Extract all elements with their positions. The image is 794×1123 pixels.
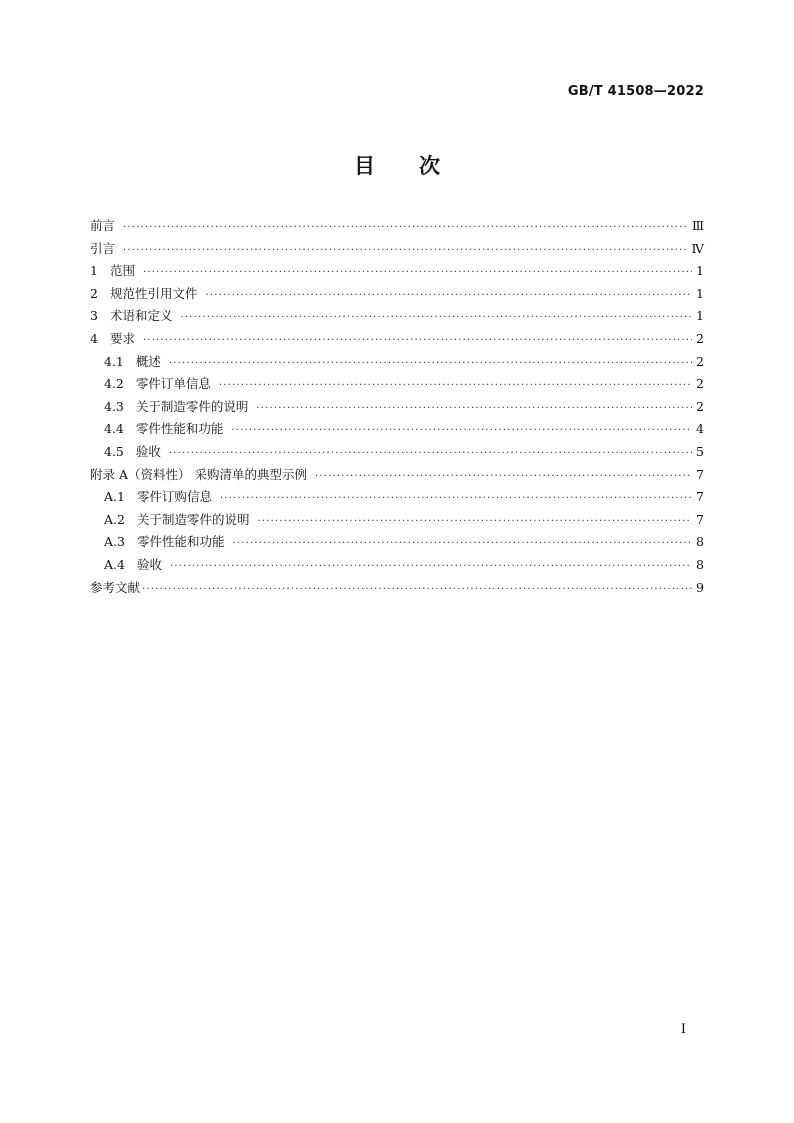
toc-dot-leader	[123, 222, 688, 233]
toc-entry-page: 2	[696, 353, 704, 369]
toc-entry[interactable]	[90, 261, 704, 284]
toc-entry-number: 4.5	[104, 443, 124, 459]
toc-entry-page: Ⅲ	[691, 218, 704, 233]
toc-entry-page: 8	[696, 534, 704, 550]
toc-entry-page: Ⅳ	[691, 240, 704, 256]
toc-list	[90, 216, 704, 600]
toc-entry[interactable]	[90, 397, 704, 420]
toc-dot-leader	[232, 538, 692, 549]
toc-entry-page: 2	[696, 398, 704, 414]
toc-entry-label: 验收	[136, 556, 162, 572]
toc-entry-page: 2	[696, 330, 704, 346]
toc-dot-leader	[170, 561, 692, 572]
toc-entry-label: 零件性能和功能	[135, 421, 224, 437]
toc-entry-page: 8	[696, 556, 704, 572]
toc-entry[interactable]	[90, 510, 704, 533]
toc-entry-page: 7	[696, 489, 704, 505]
toc-entry[interactable]	[90, 329, 704, 352]
toc-entry-number: A.2	[104, 511, 125, 527]
toc-dot-leader	[220, 493, 692, 504]
toc-dot-leader	[169, 448, 692, 459]
toc-entry-label: 验收	[135, 443, 161, 459]
toc-entry-label: 附录 A（资料性） 采购清单的典型示例	[90, 466, 307, 482]
toc-entry-label: 关于制造零件的说明	[136, 511, 250, 527]
toc-entry-number: 3	[90, 308, 98, 324]
toc-entry-page: 7	[696, 511, 704, 527]
toc-dot-leader	[257, 516, 692, 527]
toc-entry-label: 零件订购信息	[136, 489, 212, 505]
toc-entry[interactable]	[90, 532, 704, 555]
toc-entry[interactable]	[90, 239, 704, 262]
toc-entry[interactable]	[90, 216, 704, 239]
toc-entry[interactable]	[90, 306, 704, 329]
toc-entry-label: 关于制造零件的说明	[135, 398, 249, 414]
toc-dot-leader	[315, 471, 692, 482]
toc-entry-number: 2	[90, 285, 98, 301]
toc-entry[interactable]	[90, 487, 704, 510]
toc-entry[interactable]	[90, 419, 704, 442]
toc-entry-number: A.4	[104, 556, 125, 572]
toc-title-part2: 次	[419, 154, 440, 178]
toc-entry-label: 术语和定义	[109, 308, 173, 324]
toc-entry-number: A.1	[104, 489, 125, 505]
toc-entry-number: A.3	[104, 534, 125, 550]
toc-dot-leader	[142, 584, 692, 595]
toc-title-part1: 目	[354, 154, 375, 178]
toc-dot-leader	[180, 312, 692, 323]
toc-dot-leader	[143, 267, 692, 278]
toc-title	[0, 150, 794, 180]
toc-entry-number: 4.1	[104, 353, 124, 369]
toc-entry-page: 1	[696, 285, 704, 301]
toc-entry-page: 1	[696, 263, 704, 279]
toc-dot-leader	[256, 403, 692, 414]
toc-entry[interactable]	[90, 578, 704, 601]
toc-entry-page: 5	[696, 443, 704, 459]
toc-entry-label: 零件订单信息	[135, 376, 211, 392]
toc-dot-leader	[169, 358, 692, 369]
toc-entry-page: 7	[696, 466, 704, 482]
standard-number: GB/T 41508—2022	[567, 84, 704, 99]
toc-entry[interactable]	[90, 374, 704, 397]
toc-entry[interactable]	[90, 555, 704, 578]
toc-entry-label: 引言	[90, 240, 116, 256]
toc-dot-leader	[143, 335, 692, 346]
toc-dot-leader	[205, 290, 692, 301]
toc-entry-number: 4.4	[104, 421, 124, 437]
toc-entry-label: 要求	[109, 330, 135, 346]
toc-entry-label: 零件性能和功能	[136, 534, 225, 550]
toc-entry-label: 规范性引用文件	[109, 285, 198, 301]
toc-entry-page: 1	[696, 308, 704, 324]
toc-entry-number: 4.3	[104, 398, 124, 414]
toc-entry[interactable]	[90, 465, 704, 488]
toc-entry[interactable]	[90, 284, 704, 307]
toc-entry-label: 参考文献	[90, 579, 141, 595]
toc-entry-label: 概述	[135, 353, 161, 369]
toc-entry-number: 1	[90, 263, 98, 279]
toc-entry[interactable]	[90, 442, 704, 465]
toc-entry-page: 2	[696, 376, 704, 392]
toc-entry-number: 4	[90, 330, 98, 346]
toc-entry-label: 范围	[109, 263, 135, 279]
toc-dot-leader	[219, 380, 692, 391]
toc-entry-page: 4	[696, 421, 704, 437]
toc-entry[interactable]	[90, 352, 704, 375]
toc-entry-label: 前言	[90, 218, 116, 233]
page-folio: I	[680, 1022, 686, 1037]
toc-dot-leader	[123, 245, 687, 256]
toc-dot-leader	[231, 425, 692, 436]
toc-entry-number: 4.2	[104, 376, 124, 392]
toc-entry-page: 9	[696, 579, 704, 595]
